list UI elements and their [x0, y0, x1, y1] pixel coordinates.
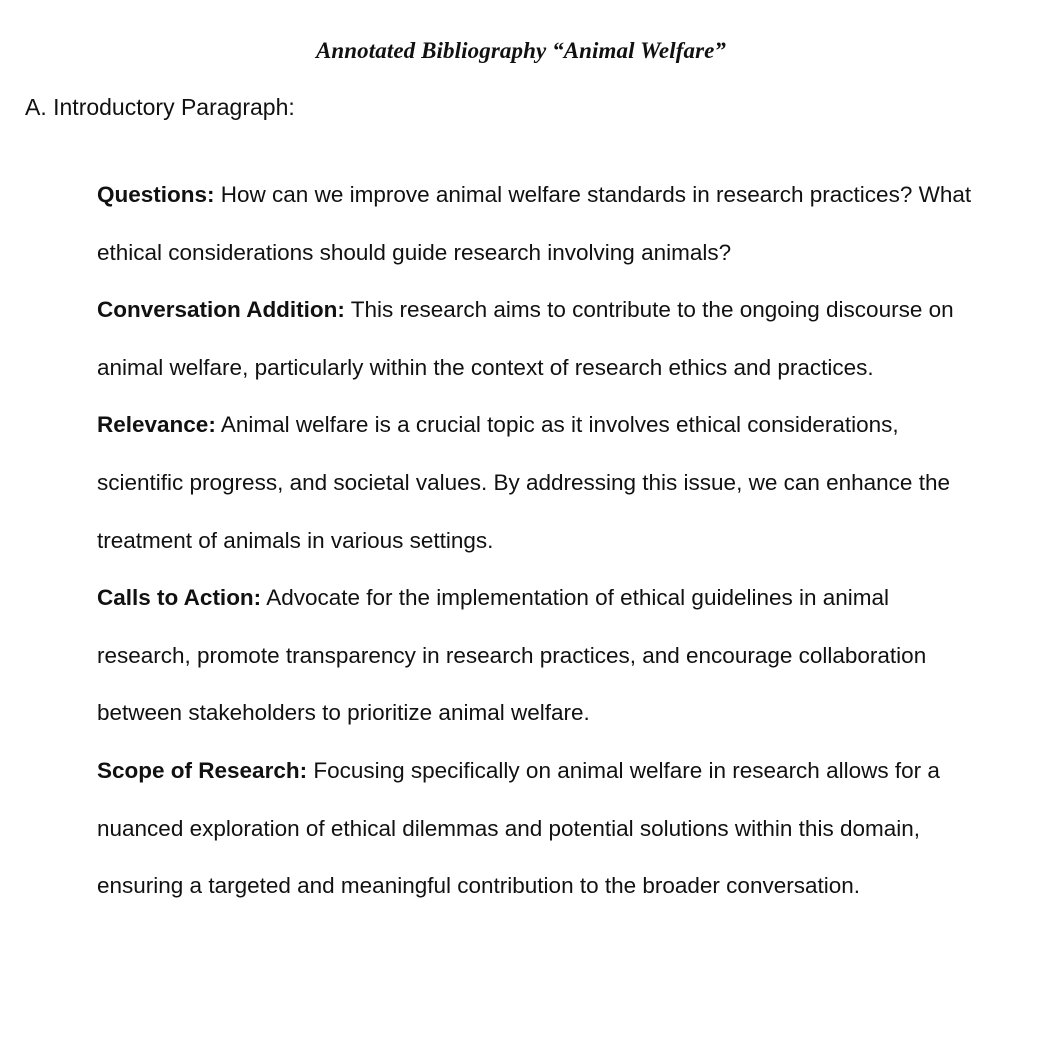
- section-heading: A. Introductory Paragraph:: [25, 94, 295, 120]
- introductory-paragraph: [97, 166, 977, 915]
- item-text: Advocate for the implementation of ethical guidelines in animal research, promote transparency in research practices, and encourage collaboration between stakeholders to prioritize animal welfare.: [97, 585, 927, 726]
- item-term: Conversation Addition:: [97, 297, 345, 323]
- item-term: Calls to Action:: [97, 585, 262, 611]
- calls-to-action-item: [97, 569, 977, 742]
- item-text: Focusing specifically on animal welfare in research allows for a nuanced exploration of ethical dilemmas and potential solutions within this domain, ensuring a targeted and meaningful contribution to the broader conversation.: [97, 757, 940, 899]
- document-title: Annotated Bibliography “Animal Welfare”: [315, 38, 727, 63]
- relevance-item: [97, 396, 977, 569]
- item-term: Questions:: [97, 182, 215, 207]
- questions-item: [97, 166, 977, 281]
- item-term: Scope of Research:: [97, 757, 308, 783]
- item-text: This research aims to contribute to the ongoing discourse on animal welfare, particularly within the context of research ethics and practices.: [97, 297, 954, 380]
- item-term: Relevance:: [97, 412, 216, 438]
- conversation-addition-item: [97, 281, 977, 396]
- item-text: Animal welfare is a crucial topic as it involves ethical considerations, scientific progress, and societal values. By addressing this issue, we can enhance the treatment of animals in various settings.: [97, 412, 950, 553]
- item-text: How can we improve animal welfare standards in research practices? What ethical considerations should guide research involving animals?: [97, 182, 972, 265]
- scope-of-research-item: [97, 742, 977, 915]
